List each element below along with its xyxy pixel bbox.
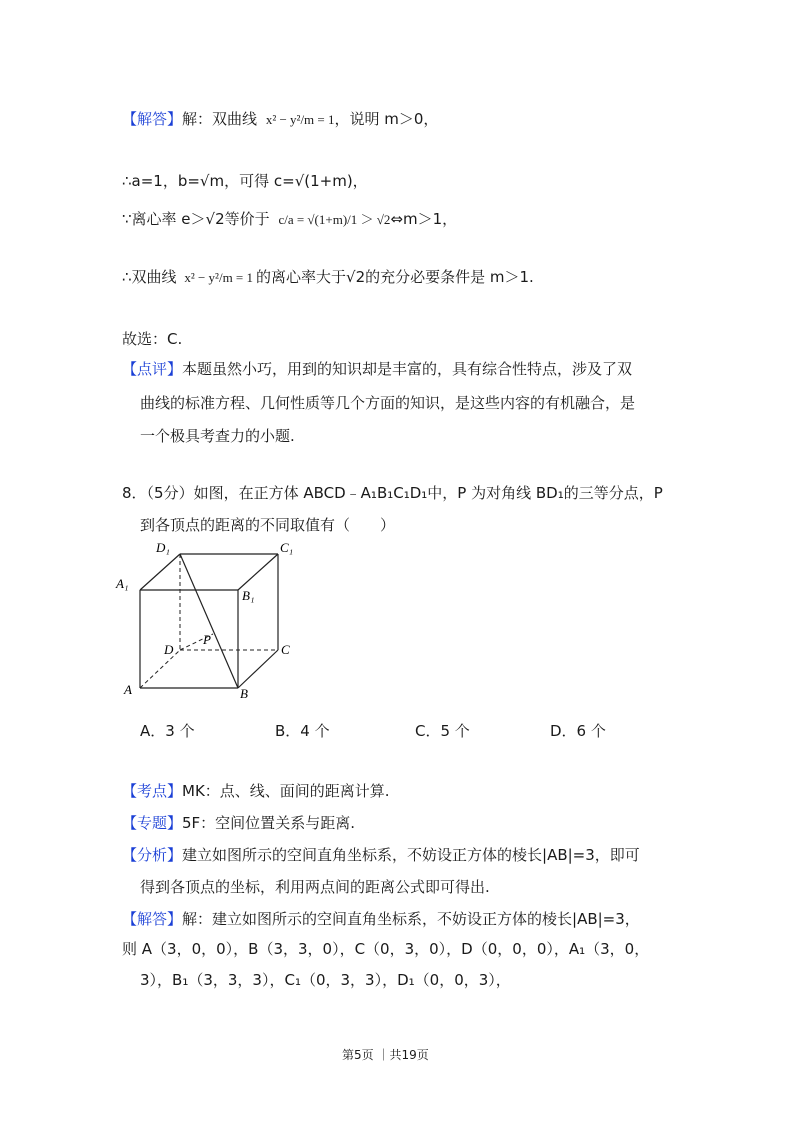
page-footer: 第5页 ｜共19页	[342, 1048, 429, 1062]
answer-line-3	[122, 210, 457, 228]
answer-line-4	[122, 268, 534, 286]
fenxi-text-1: 建立如图所示的空间直角坐标系，不妨设正方体的棱长|AB|=3，即可	[182, 846, 640, 864]
answer-line-4-prefix: ∴双曲线	[122, 268, 177, 286]
answer8-line-1	[122, 910, 640, 928]
question-8-line-1: 8．（5分）如图，在正方体 ABCD﹣A₁B₁C₁D₁中，P 为对角线 BD₁的三等分点，P	[122, 484, 663, 502]
comment-tag: 【点评】	[122, 360, 183, 378]
answer8-line-3: 3），B₁（3，3，3），C₁（0，3，3），D₁（0，0，3），	[140, 971, 511, 989]
answer-line-1-prefix: 解：双曲线	[182, 110, 258, 128]
zhuanti-tag: 【专题】	[122, 814, 183, 832]
comment-text-1: 本题虽然小巧，用到的知识却是丰富的，具有综合性特点，涉及了双	[182, 360, 633, 378]
option-b: B．4 个	[275, 722, 330, 740]
fenxi-line-2: 得到各顶点的坐标，利用两点间的距离公式即可得出.	[140, 878, 490, 896]
label-d1: D₁	[156, 540, 170, 555]
comment-line-1	[122, 360, 632, 378]
comment-line-3: 一个极具考查力的小题.	[140, 427, 295, 445]
fenxi-line-1	[122, 846, 640, 864]
fenxi-tag: 【分析】	[122, 846, 183, 864]
zhuanti-line	[122, 814, 355, 832]
question-8-line-2: 到各顶点的距离的不同取值有（ ）	[140, 516, 396, 534]
label-b1: B₁	[242, 588, 255, 603]
label-b: B	[240, 686, 248, 701]
kaodian-text: MK：点、线、面间的距离计算.	[182, 782, 390, 800]
answer-line-1-suffix: ，说明 m＞0，	[334, 110, 439, 128]
hyperbola-equation-1: x² − y²/m = 1	[265, 111, 335, 127]
cube-figure	[112, 538, 302, 703]
label-a1: A₁	[116, 576, 129, 591]
option-d: D．6 个	[550, 722, 606, 740]
answer8-text-1: 解：建立如图所示的空间直角坐标系，不妨设正方体的棱长|AB|=3，	[182, 910, 640, 928]
hyperbola-equation-2: x² − y²/m = 1	[184, 270, 254, 285]
comment-line-2: 曲线的标准方程、几何性质等几个方面的知识，是这些内容的有机融合，是	[140, 394, 636, 412]
label-c1: C₁	[280, 540, 294, 555]
kaodian-line	[122, 782, 390, 800]
answer-line-3-prefix: ∵离心率 e＞√2等价于	[122, 210, 270, 228]
answer8-tag: 【解答】	[122, 910, 183, 928]
answer-choice: 故选：C.	[122, 330, 183, 348]
option-c: C．5 个	[415, 722, 470, 740]
answer-line-1	[122, 110, 438, 128]
kaodian-tag: 【考点】	[122, 782, 183, 800]
label-p: P	[203, 632, 211, 647]
label-c: C	[281, 642, 290, 657]
zhuanti-text: 5F：空间位置关系与距离.	[182, 814, 355, 832]
option-a: A．3 个	[140, 722, 195, 740]
label-d: D	[164, 642, 174, 657]
answer-line-4-suffix: 的离心率大于√2的充分必要条件是 m＞1.	[256, 268, 534, 286]
answer-line-2: ∴a=1，b=√m，可得 c=√(1+m)，	[122, 172, 368, 190]
label-a: A	[124, 682, 132, 697]
answer8-line-2: 则 A（3，0，0），B（3，3，0），C（0，3，0），D（0，0，0），A₁（3，0，	[122, 940, 650, 958]
answer-line-3-suffix: ⇔m＞1，	[390, 210, 458, 228]
eccentricity-inequality: c/a = √(1+m)/1 ＞ √2	[278, 212, 391, 227]
answer-tag: 【解答】	[122, 110, 183, 128]
